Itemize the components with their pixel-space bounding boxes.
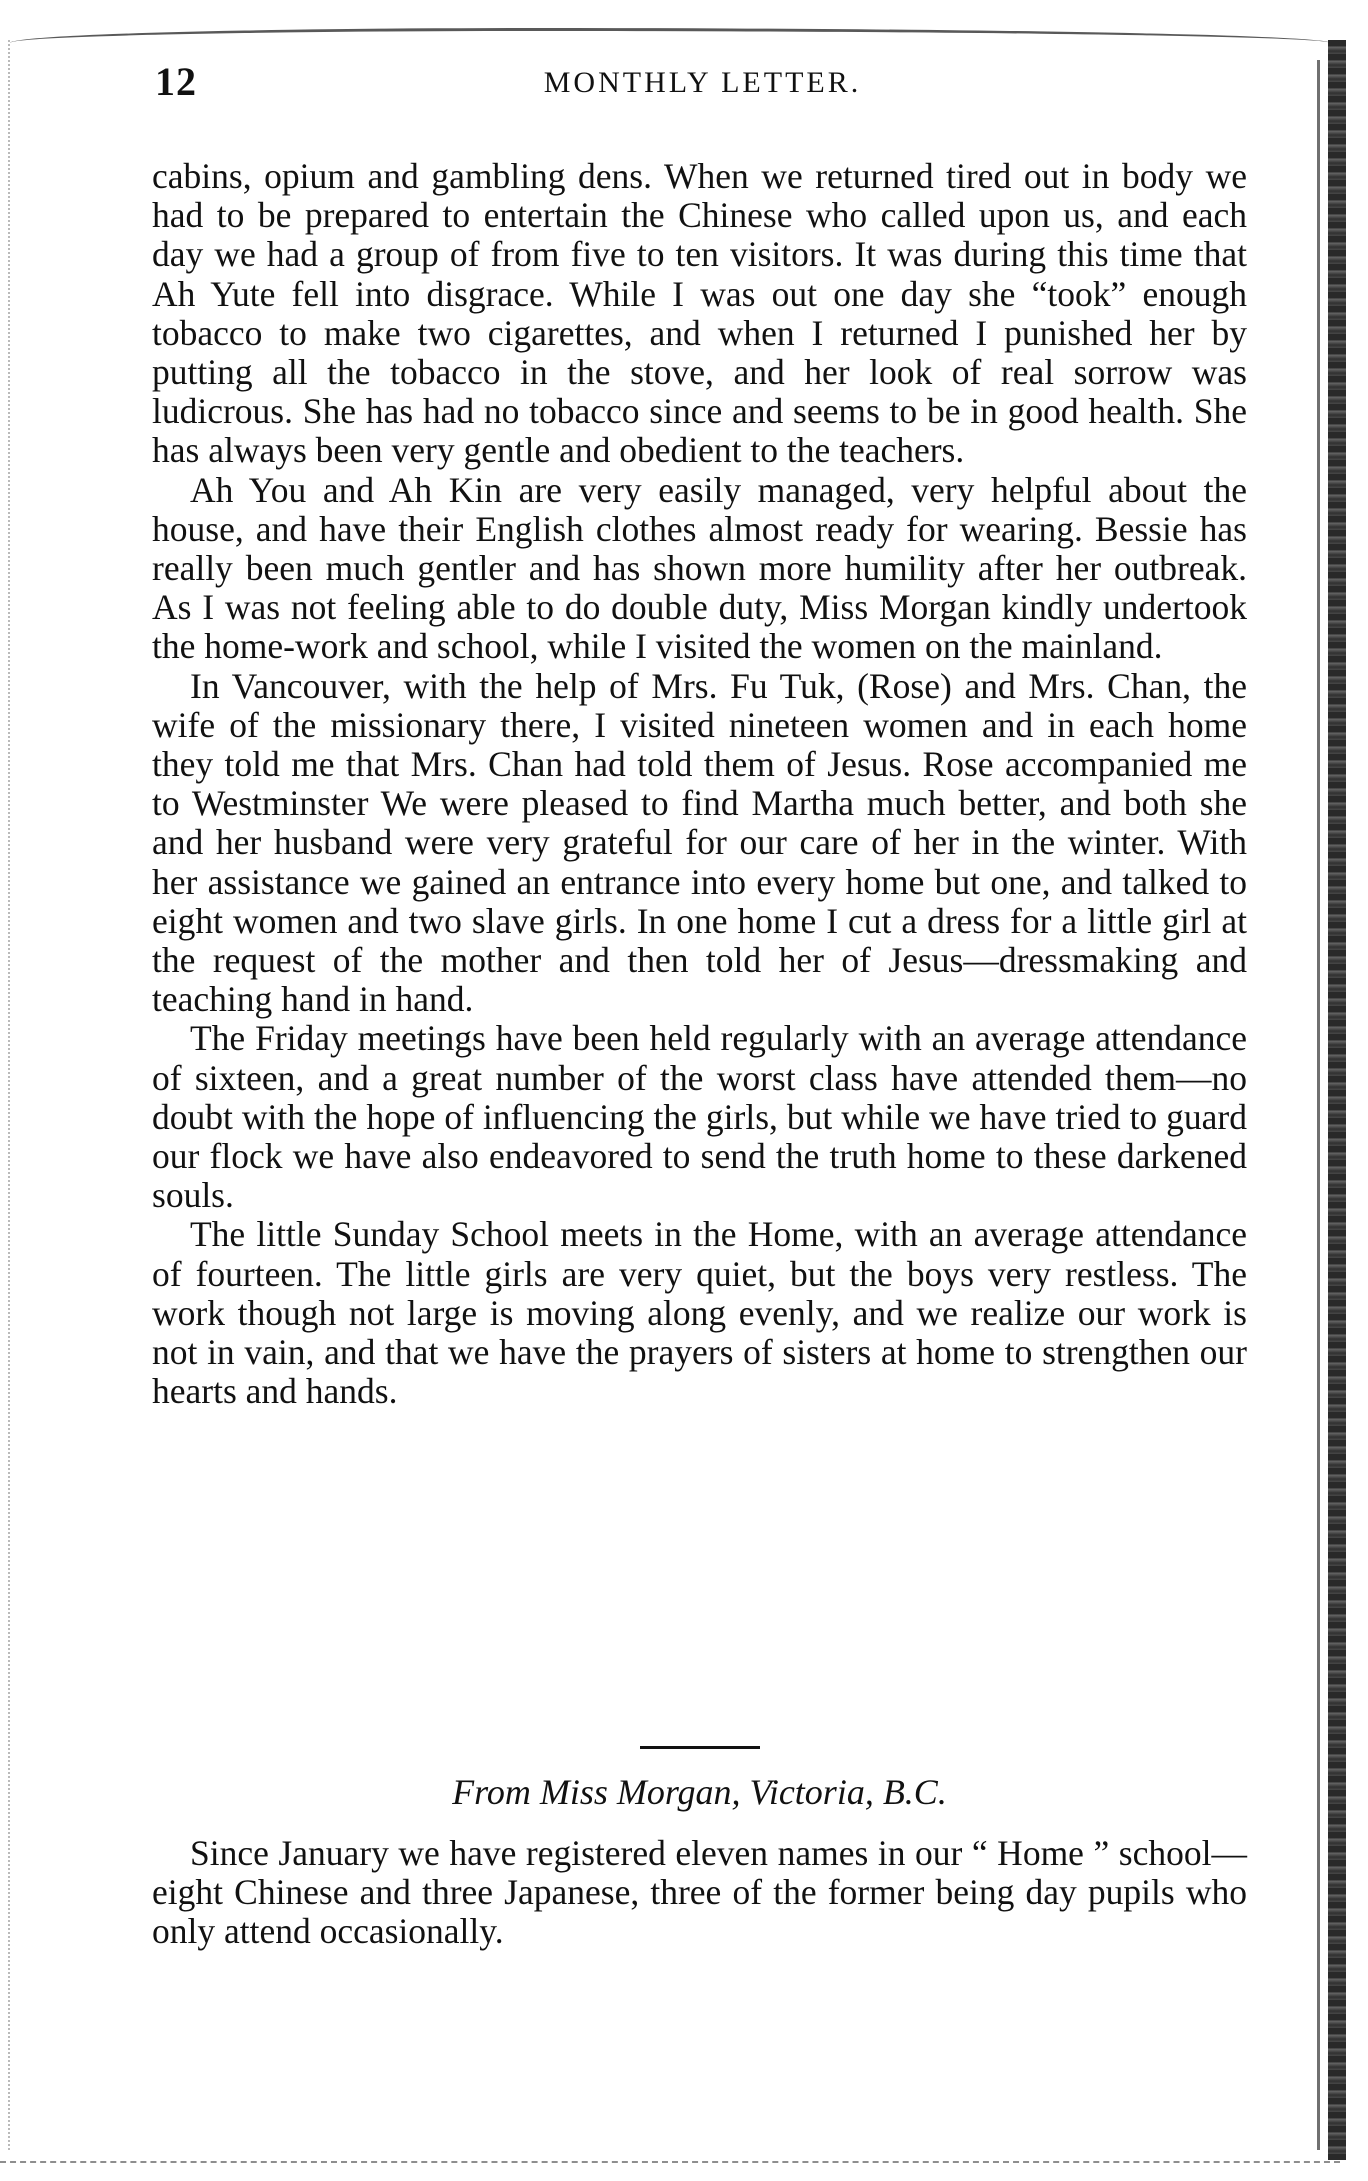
page-header [155,58,1250,108]
running-title: MONTHLY LETTER. [543,66,862,99]
article-body [152,157,1247,1412]
page-number: 12 [155,59,197,104]
page-top-edge [10,28,1330,43]
section-body [152,1834,1247,1952]
paragraph: Since January we have registered eleven names in our “ Home ” school—eight Chinese and three Japanese, three of the former being day pupils who only attend occasionally. [152,1833,1247,1952]
page-bottom-edge [0,2161,1340,2163]
section-heading: From Miss Morgan, Victoria, B.C. [452,1772,947,1812]
page-left-edge [8,40,22,2150]
paragraph: The Friday meetings have been held regularly with an average attendance of sixteen, and a great number of the worst class have attended them—no doubt with the hope of influencing the girls, but while we have tried to guard our flock we have also endeavored to send the truth home to these darkened souls. [152,1018,1247,1216]
paragraph: cabins, opium and gambling dens. When we returned tired out in body we had to be prepared to entertain the Chinese who called upon us, and each day we had a group of from five to ten visitors. It was during this time that Ah Yute fell into disgrace. While I was out one day she “took” enough tobacco to make two cigarettes, and when I returned I punished her by putting all the tobacco in the stove, and her look of real sorrow was ludicrous. She has had no tobacco since and seems to be in good health. She has always been very gentle and obedient to the teachers. [152,156,1247,471]
section-divider [640,1746,760,1749]
page-binding-edge [1328,40,1346,2160]
page-inner-margin-line [1317,60,1320,2150]
paragraph: In Vancouver, with the help of Mrs. Fu Tuk, (Rose) and Mrs. Chan, the wife of the missionary there, I visited nineteen women and in each home they told me that Mrs. Chan had told them of Jesus. Rose accompanied me to Westminster We were pleased to find Martha much better, and both she and her husband were very grateful for our care of her in the winter. With her assistance we gained an entrance into every home but one, and talked to eight women and two slave girls. In one home I cut a dress for a little girl at the request of the mother and then told her of Jesus—dressmaking and teaching hand in hand. [152,665,1247,1020]
paragraph: The little Sunday School meets in the Home, with an average attendance of fourteen. The little girls are very quiet, but the boys very restless. The work though not large is moving along evenly, and we realize our work is not in vain, and that we have the prayers of sisters at home to strengthen our hearts and hands. [152,1214,1247,1412]
paragraph: Ah You and Ah Kin are very easily managed, very helpful about the house, and have their English clothes almost ready for wearing. Bessie has really been much gentler and has shown more humility after her outbreak. As I was not feeling able to do double duty, Miss Morgan kindly undertook the home-work and school, while I visited the women on the mainland. [152,469,1247,667]
